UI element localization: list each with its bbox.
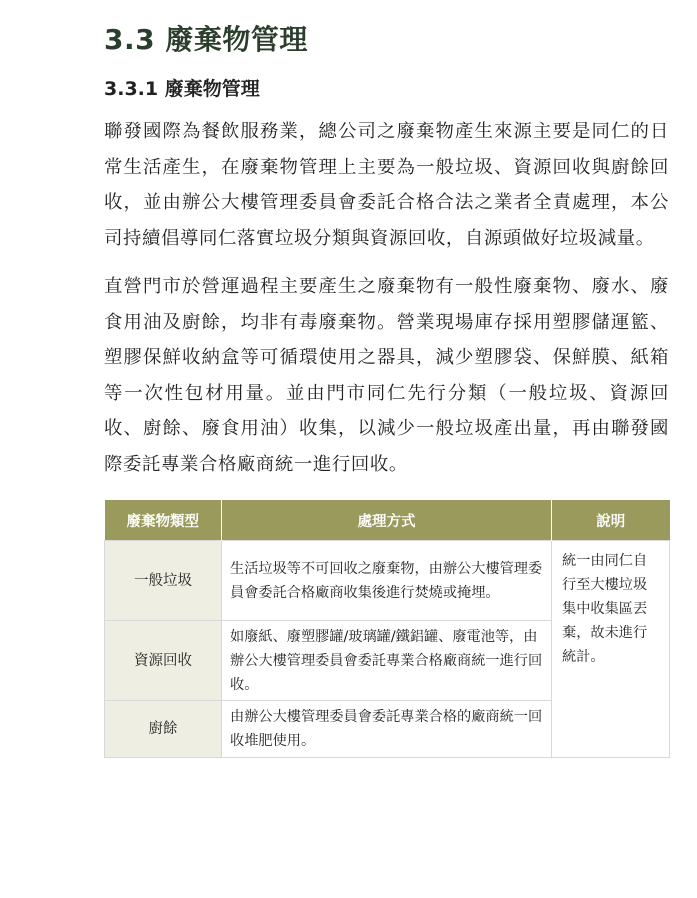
header-method: 處理方式 [222, 500, 552, 541]
note-cell: 統一由同仁自行至大樓垃圾集中收集區丟棄，故未進行統計。 [552, 541, 670, 758]
header-note: 說明 [552, 500, 670, 541]
paragraph-headquarters: 聯發國際為餐飲服務業，總公司之廢棄物產生來源主要是同仁的日常生活產生，在廢棄物管理上主要為一般垃圾、資源回收與廚餘回收，並由辦公大樓管理委員會委託合格合法之業者全責處理，本公司持續倡導同仁落實垃圾分類與資源回收，自源頭做好垃圾減量。 [104, 121, 669, 249]
header-waste-type: 廢棄物類型 [105, 500, 222, 541]
paragraph-stores: 直營門市於營運過程主要產生之廢棄物有一般性廢棄物、廢水、廢食用油及廚餘，均非有毒廢棄物。營業現場庫存採用塑膠儲運籃、塑膠保鮮收納盒等可循環使用之器具，減少塑膠袋、保鮮膜、紙箱等一次性包材用量。並由門市同仁先行分類（一般垃圾、資源回收、廚餘、廢食用油）收集，以減少一般垃圾產出量，再由聯發國際委託專業合格廠商統一進行回收。 [104, 276, 669, 475]
table-row [105, 541, 670, 621]
waste-type-cell: 廚餘 [105, 701, 222, 758]
subsection-title: 3.3.1 廢棄物管理 [104, 78, 260, 100]
table-header-row [105, 500, 670, 541]
method-cell: 如廢紙、廢塑膠罐/玻璃罐/鐵鋁罐、廢電池等，由辦公大樓管理委員會委託專業合格廠商統一進行回收。 [222, 621, 552, 701]
document-page [104, 18, 669, 758]
method-cell: 生活垃圾等不可回收之廢棄物，由辦公大樓管理委員會委託合格廠商收集後進行焚燒或掩埋。 [222, 541, 552, 621]
section-title: 3.3 廢棄物管理 [104, 23, 308, 56]
waste-type-cell: 一般垃圾 [105, 541, 222, 621]
method-cell: 由辦公大樓管理委員會委託專業合格的廠商統一回收堆肥使用。 [222, 701, 552, 758]
waste-table [104, 500, 670, 758]
waste-type-cell: 資源回收 [105, 621, 222, 701]
